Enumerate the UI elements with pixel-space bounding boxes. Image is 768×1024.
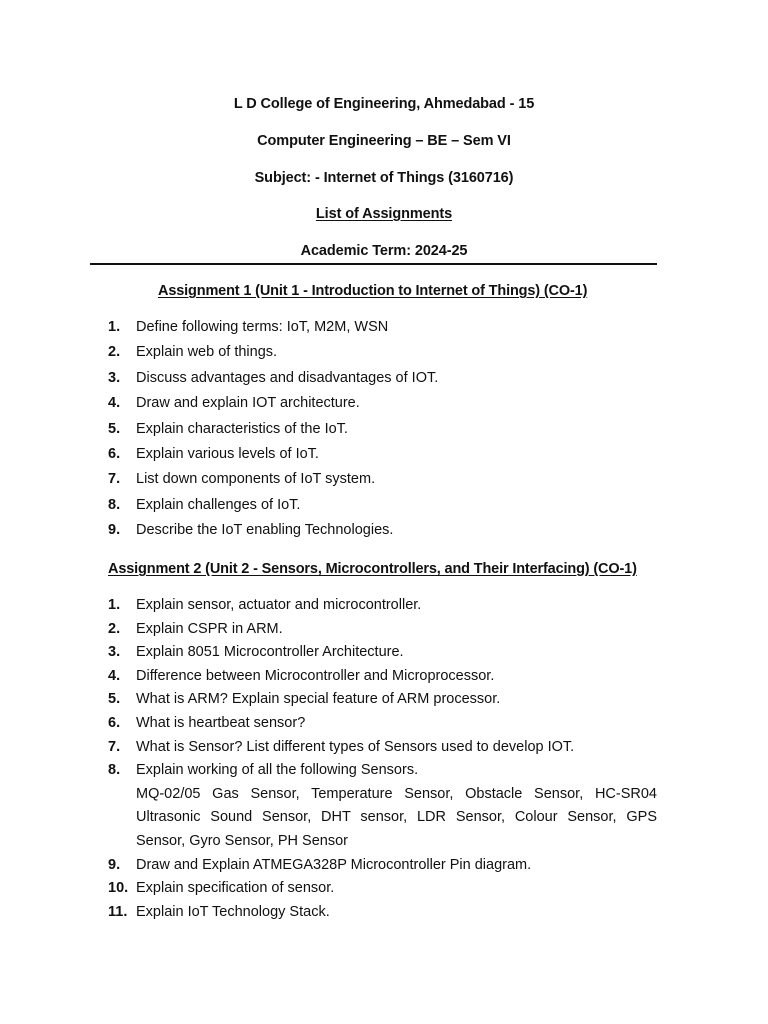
academic-term: Academic Term: 2024-25 [300,243,468,259]
list-item [108,493,668,518]
list-item [108,877,668,901]
list-item [108,854,668,878]
item-number: 1. [108,597,121,613]
item-text: Explain various levels of IoT. [136,445,319,462]
item-text: Explain specification of sensor. [136,880,335,897]
list-item [108,641,668,665]
item-text: Explain IoT Technology Stack. [136,903,330,920]
list-item [108,665,668,689]
list-item [108,340,668,365]
list-item [108,442,668,467]
list-item [108,417,668,442]
assignment-2-list [108,594,668,924]
item-number: 11. [108,903,128,920]
item-text: Explain challenges of IoT. [136,496,301,513]
item-number: 7. [108,738,121,755]
item-number: 6. [108,445,121,462]
list-item [108,759,668,853]
item-text: Discuss advantages and disadvantages of IOT. [136,369,439,386]
subject-line: Subject: - Internet of Things (3160716) [254,170,514,186]
list-item [108,712,668,736]
item-text: Describe the IoT enabling Technologies. [136,522,394,539]
item-text: Explain web of things. [136,344,278,361]
list-title: List of Assignments [315,206,453,222]
item-number: 9. [108,856,121,873]
assignment-2-title: Assignment 2 (Unit 2 - Sensors, Microcontrollers, and Their Interfacing) (CO-1) [108,561,637,577]
item-text: Explain CSPR in ARM. [136,620,283,637]
item-text: Explain sensor, actuator and microcontroller. [136,597,422,613]
item-text: Explain 8051 Microcontroller Architecture. [136,644,404,661]
list-item [108,467,668,492]
list-item [108,736,668,760]
assignment-1-list [108,315,668,544]
item-number: 5. [108,420,121,437]
item-number: 2. [108,344,121,361]
list-item [108,594,668,618]
item-text: What is heartbeat sensor? [136,714,306,731]
item-number: 4. [108,395,121,412]
item-text: What is Sensor? List different types of Sensors used to develop IOT. [136,738,575,755]
list-item [108,688,668,712]
item-number: 8. [108,762,121,779]
list-item [108,518,668,543]
sensor-list-detail: MQ-02/05 Gas Sensor, Temperature Sensor, Obstacle Sensor, HC-SR04 Ultrasonic Sound Sensor, DHT sensor, LDR Sensor, Colour Sensor, GPS Sensor, Gyro Sensor, PH Sensor [136,785,657,849]
list-item [108,315,668,340]
item-text: Explain characteristics of the IoT. [136,420,348,437]
item-number: 2. [108,620,121,637]
item-number: 4. [108,667,121,684]
header-divider [90,263,657,265]
list-item [108,901,668,925]
list-item [108,366,668,391]
item-number: 6. [108,714,121,731]
item-text: Draw and Explain ATMEGA328P Microcontroller Pin diagram. [136,856,532,873]
college-name: L D College of Engineering, Ahmedabad - 15 [233,96,535,112]
list-item [108,391,668,416]
item-text: Explain working of all the following Sensors. [136,762,419,779]
list-item [108,618,668,642]
item-number: 1. [108,319,121,335]
assignment-1-title: Assignment 1 (Unit 1 - Introduction to Internet of Things) (CO-1) [158,283,588,299]
item-number: 3. [108,369,121,386]
program-line: Computer Engineering – BE – Sem VI [257,133,511,149]
item-number: 9. [108,522,121,539]
item-number: 5. [108,691,121,708]
item-text: Define following terms: IoT, M2M, WSN [136,319,389,335]
item-text: List down components of IoT system. [136,471,376,488]
item-number: 8. [108,496,121,513]
item-text: Draw and explain IOT architecture. [136,395,360,412]
item-number: 3. [108,644,121,661]
item-text: What is ARM? Explain special feature of ARM processor. [136,691,501,708]
item-number: 10. [108,880,129,897]
item-text: Difference between Microcontroller and Microprocessor. [136,667,495,684]
item-number: 7. [108,471,121,488]
